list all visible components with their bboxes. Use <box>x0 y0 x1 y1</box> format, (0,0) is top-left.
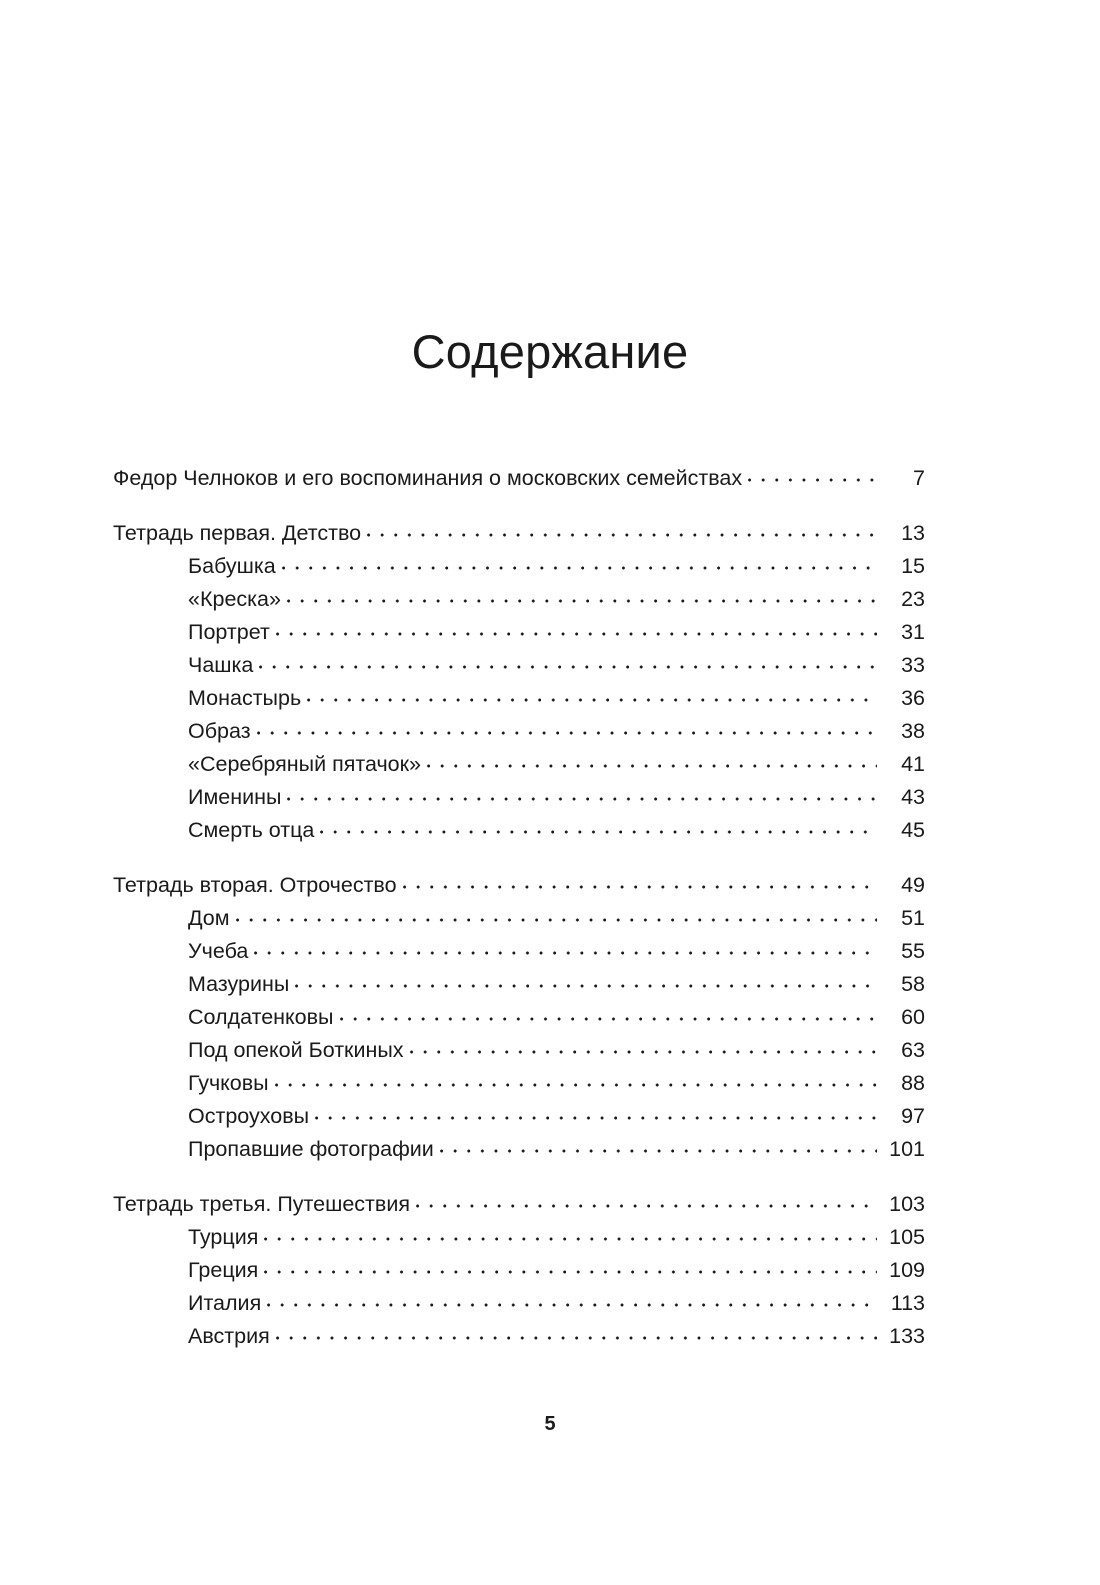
toc-entry-chapter[interactable] <box>113 550 925 583</box>
toc-entry-label: Учеба <box>188 939 249 963</box>
toc-entry-chapter[interactable] <box>113 748 925 781</box>
toc-entry-label: Италия <box>188 1291 262 1315</box>
toc-group <box>113 517 925 847</box>
toc-dot-leader <box>427 764 877 768</box>
toc-entry-section[interactable] <box>113 517 925 550</box>
toc-entry-label: Тетрадь третья. Путешествия <box>113 1192 410 1216</box>
toc-entry-page-number: 133 <box>889 1324 925 1348</box>
toc-entry-label: Тетрадь вторая. Отрочество <box>113 873 397 897</box>
toc-group <box>113 1188 925 1353</box>
toc-entry-label: Тетрадь первая. Детство <box>113 521 362 545</box>
toc-entry-page-number: 55 <box>901 939 925 963</box>
toc-dot-leader <box>340 1017 877 1021</box>
toc-dot-leader <box>440 1149 877 1153</box>
toc-dot-leader <box>267 1303 877 1307</box>
toc-entry-label: Пропавшие фотографии <box>188 1137 434 1161</box>
toc-entry-page-number: 36 <box>901 686 925 710</box>
toc-dot-leader <box>367 533 877 537</box>
toc-entry-page-number: 58 <box>901 972 925 996</box>
toc-entry-label: Чашка <box>188 653 254 677</box>
toc-entry-label: Смерть отца <box>188 818 315 842</box>
toc-entry-label: Остроуховы <box>188 1104 310 1128</box>
toc-entry-chapter[interactable] <box>113 1067 925 1100</box>
toc-entry-page-number: 7 <box>913 466 925 490</box>
toc-entry-page-number: 51 <box>901 906 925 930</box>
toc-dot-leader <box>264 1270 877 1274</box>
toc-entry-label: Дом <box>188 906 230 930</box>
toc-entry-page-number: 23 <box>901 587 925 611</box>
toc-entry-page-number: 60 <box>901 1005 925 1029</box>
toc-entry-page-number: 31 <box>901 620 925 644</box>
toc-entry-label: Гучковы <box>188 1071 269 1095</box>
toc-entry-chapter[interactable] <box>113 1133 925 1166</box>
toc-entry-page-number: 43 <box>901 785 925 809</box>
toc-entry-label: Бабушка <box>188 554 276 578</box>
toc-entry-chapter[interactable] <box>113 1320 925 1353</box>
toc-entry-chapter[interactable] <box>113 715 925 748</box>
toc-dot-leader <box>403 885 877 889</box>
toc-entry-page-number: 33 <box>901 653 925 677</box>
toc-entry-chapter[interactable] <box>113 1100 925 1133</box>
toc-entry-chapter[interactable] <box>113 649 925 682</box>
toc-entry-label: Турция <box>188 1225 259 1249</box>
toc-entry-label: Под опекой Боткиных <box>188 1038 404 1062</box>
toc-dot-leader <box>287 599 877 603</box>
toc-entry-page-number: 49 <box>901 873 925 897</box>
toc-entry-chapter[interactable] <box>113 1221 925 1254</box>
toc-entry-page-number: 113 <box>890 1291 925 1315</box>
toc-entry-label: Греция <box>188 1258 259 1282</box>
toc-entry-chapter[interactable] <box>113 616 925 649</box>
toc-dot-leader <box>748 478 877 482</box>
toc-entry-page-number: 97 <box>901 1104 925 1128</box>
toc-entry-page-number: 88 <box>901 1071 925 1095</box>
toc-entry-chapter[interactable] <box>113 781 925 814</box>
toc-dot-leader <box>307 698 877 702</box>
toc-entry-chapter[interactable] <box>113 1254 925 1287</box>
toc-entry-chapter[interactable] <box>113 1287 925 1320</box>
toc-entry-chapter[interactable] <box>113 583 925 616</box>
toc-entry-label: «Серебряный пятачок» <box>188 752 421 776</box>
toc-dot-leader <box>236 918 877 922</box>
toc-entry-label: Солдатенковы <box>188 1005 334 1029</box>
toc-entry-label: Образ <box>188 719 251 743</box>
toc-entry-chapter[interactable] <box>113 1001 925 1034</box>
toc-entry-label: Мазурины <box>188 972 290 996</box>
toc-dot-leader <box>287 797 877 801</box>
toc-dot-leader <box>276 1336 877 1340</box>
toc-entry-section[interactable] <box>113 1188 925 1221</box>
toc-dot-leader <box>416 1204 877 1208</box>
toc-entry-page-number: 101 <box>889 1137 925 1161</box>
toc-entry-section[interactable] <box>113 462 925 495</box>
toc-dot-leader <box>254 951 877 955</box>
toc-entry-chapter[interactable] <box>113 935 925 968</box>
toc-entry-page-number: 45 <box>901 818 925 842</box>
toc-dot-leader <box>257 731 877 735</box>
toc-entry-page-number: 13 <box>901 521 925 545</box>
toc-entry-page-number: 15 <box>901 554 925 578</box>
toc-entry-page-number: 63 <box>901 1038 925 1062</box>
toc-entry-page-number: 109 <box>889 1258 925 1282</box>
toc-entry-page-number: 38 <box>901 719 925 743</box>
toc-dot-leader <box>282 566 877 570</box>
toc-entry-chapter[interactable] <box>113 902 925 935</box>
toc-entry-label: «Креска» <box>188 587 281 611</box>
toc-entry-label: Именины <box>188 785 282 809</box>
toc-group <box>113 462 925 495</box>
toc-dot-leader <box>259 665 877 669</box>
toc-entry-page-number: 103 <box>889 1192 925 1216</box>
toc-dot-leader <box>315 1116 877 1120</box>
toc-group <box>113 869 925 1166</box>
toc-dot-leader <box>320 830 877 834</box>
toc-entry-label: Австрия <box>188 1324 270 1348</box>
page-number: 5 <box>544 1413 556 1435</box>
table-of-contents <box>113 462 925 1353</box>
toc-dot-leader <box>295 984 877 988</box>
toc-entry-chapter[interactable] <box>113 682 925 715</box>
toc-entry-page-number: 41 <box>901 752 925 776</box>
page-title: Содержание <box>411 325 689 379</box>
toc-entry-chapter[interactable] <box>113 968 925 1001</box>
toc-entry-section[interactable] <box>113 869 925 902</box>
toc-entry-chapter[interactable] <box>113 1034 925 1067</box>
toc-entry-chapter[interactable] <box>113 814 925 847</box>
toc-dot-leader <box>275 1083 877 1087</box>
toc-dot-leader <box>276 632 877 636</box>
toc-dot-leader <box>410 1050 877 1054</box>
toc-dot-leader <box>264 1237 877 1241</box>
toc-entry-page-number: 105 <box>889 1225 925 1249</box>
toc-entry-label: Портрет <box>188 620 270 644</box>
toc-entry-label: Федор Челноков и его воспоминания о московских семействах <box>113 466 743 490</box>
toc-entry-label: Монастырь <box>188 686 302 710</box>
